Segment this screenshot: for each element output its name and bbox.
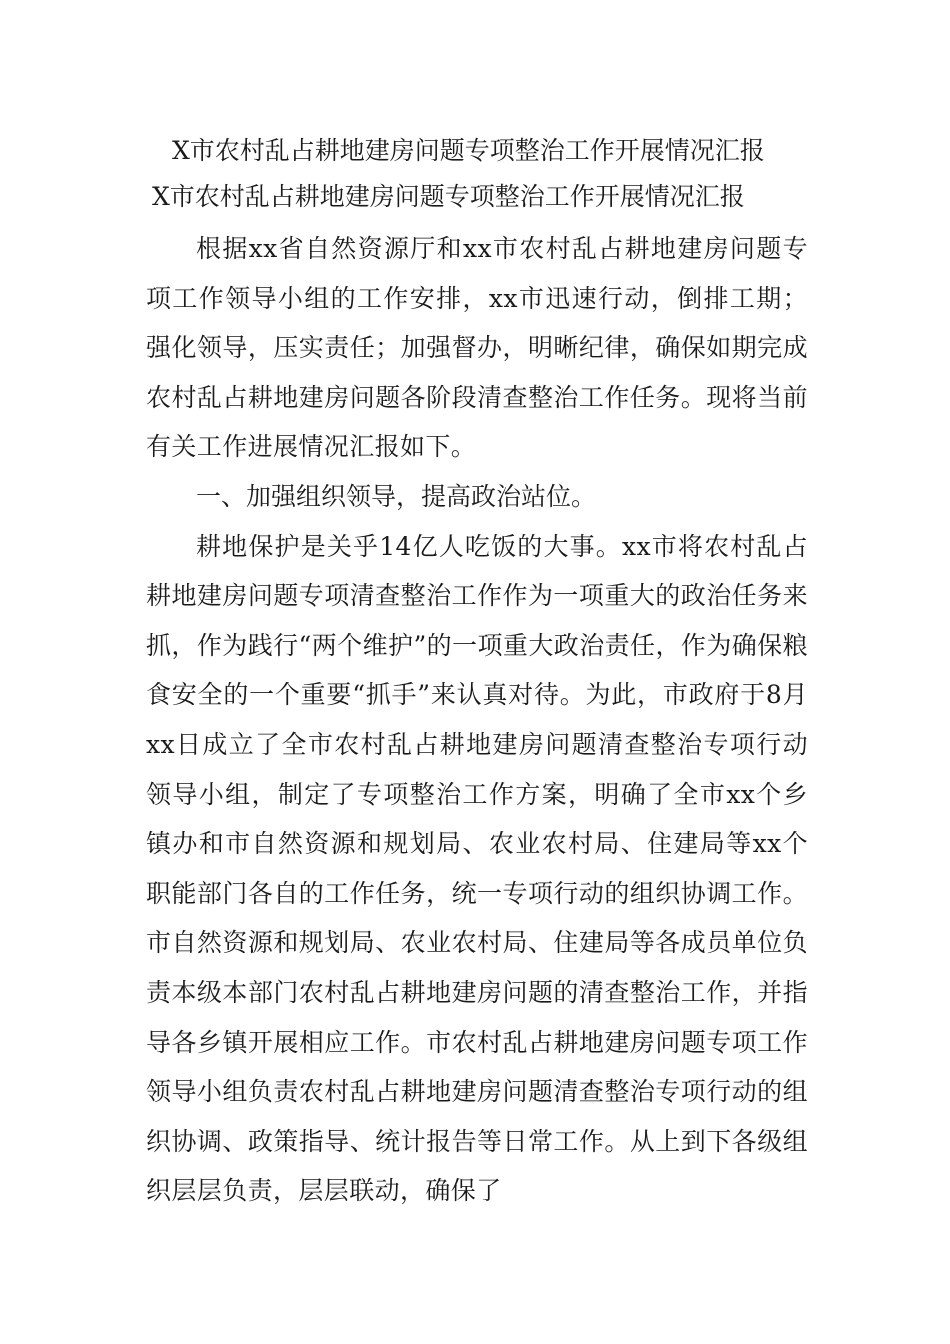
document-title: X市农村乱占耕地建房问题专项整治工作开展情况汇报 (172, 136, 765, 165)
section-heading: 一、加强组织领导，提高政治站位。 (196, 481, 597, 511)
document-subtitle: X市农村乱占耕地建房问题专项整治工作开展情况汇报 (152, 182, 745, 211)
intro-paragraph: 根据xx省自然资源厅和xx市农村乱占耕地建房问题专项工作领导小组的工作安排，xx市迅速行动，倒排工期；强化领导，压实责任；加强督办，明晰纪律，确保如期完成农村乱占耕地建房问题各阶段清查整治工作任务。现将当前有关工作进展情况汇报如下。 (146, 234, 808, 462)
document-body (146, 128, 808, 1216)
body-paragraph: 耕地保护是关乎14亿人吃饭的大事。xx市将农村乱占耕地建房问题专项清查整治工作作为一项重大的政治任务来抓，作为践行“两个维护”的一项重大政治责任，作为确保粮食安全的一个重要“抓手”来认真对待。为此，市政府于8月xx日成立了全市农村乱占耕地建房问题清查整治专项行动领导小组，制定了专项整治工作方案，明确了全市xx个乡镇办和市自然资源和规划局、农业农村局、住建局等xx个职能部门各自的工作任务，统一专项行动的组织协调工作。市自然资源和规划局、农业农村局、住建局等各成员单位负责本级本部门农村乱占耕地建房问题的清查整治工作，并指导各乡镇开展相应工作。市农村乱占耕地建房问题专项工作领导小组负责农村乱占耕地建房问题清查整治专项行动的组织协调、政策指导、统计报告等日常工作。从上到下各级组织层层负责，层层联动，确保了 (146, 531, 808, 1206)
